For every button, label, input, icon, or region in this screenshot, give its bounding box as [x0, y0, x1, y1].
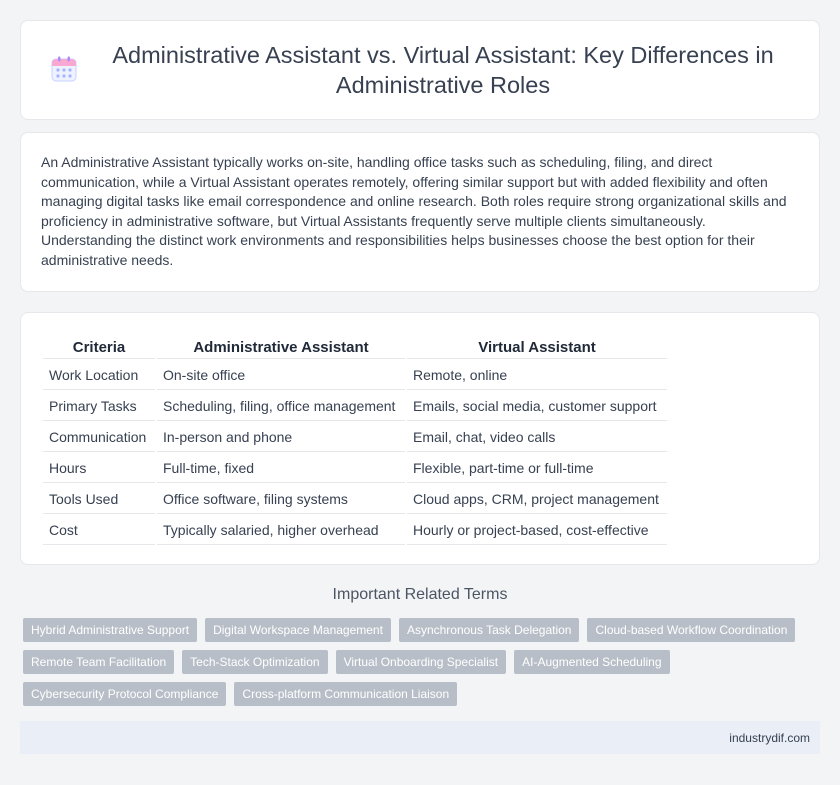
comparison-card — [20, 312, 820, 565]
intro-paragraph: An Administrative Assistant typically works on-site, handling office tasks such as scheduling, filing, and direct communication, while a Virtual Assistant operates remotely, offering similar support but with added flexibility and often managing digital tasks like email correspondence and online research. Both roles require strong organizational skills and proficiency in administrative software, but Virtual Assistants frequently serve multiple clients simultaneously. Understanding the distinct work environments and responsibilities helps businesses choose the best option for their administrative needs. — [41, 154, 787, 268]
admin-cell: Office software, filing systems — [157, 485, 405, 514]
admin-cell: Scheduling, filing, office management — [157, 392, 405, 421]
admin-cell: In-person and phone — [157, 423, 405, 452]
criteria-cell: Cost — [43, 516, 155, 545]
related-terms-list — [23, 618, 823, 714]
virtual-cell: Hourly or project-based, cost-effective — [407, 516, 667, 545]
related-term-tag[interactable]: Tech-Stack Optimization — [182, 650, 327, 674]
related-terms-title: Important Related Terms — [332, 586, 508, 603]
related-term-tag[interactable]: Hybrid Administrative Support — [23, 618, 197, 642]
related-term-tag[interactable]: Digital Workspace Management — [205, 618, 391, 642]
related-term-tag[interactable]: AI-Augmented Scheduling — [514, 650, 669, 674]
header-card — [20, 20, 820, 120]
criteria-cell: Tools Used — [43, 485, 155, 514]
virtual-cell: Emails, social media, customer support — [407, 392, 667, 421]
table-row — [43, 423, 667, 452]
criteria-cell: Work Location — [43, 361, 155, 390]
calendar-icon — [51, 56, 77, 82]
admin-cell: Full-time, fixed — [157, 454, 405, 483]
header — [21, 21, 819, 119]
criteria-cell: Hours — [43, 454, 155, 483]
table-row — [43, 516, 667, 545]
comparison-table — [41, 333, 669, 547]
related-term-tag[interactable]: Asynchronous Task Delegation — [399, 618, 580, 642]
page-title: Administrative Assistant vs. Virtual Assistant: Key Differences in Administrative Roles — [112, 42, 774, 98]
column-header-virtual: Virtual Assistant — [407, 335, 667, 359]
table-header-row — [43, 335, 667, 359]
table-row — [43, 454, 667, 483]
table-row — [43, 392, 667, 421]
column-header-criteria: Criteria — [43, 335, 155, 359]
related-term-tag[interactable]: Cloud-based Workflow Coordination — [587, 618, 795, 642]
virtual-cell: Cloud apps, CRM, project management — [407, 485, 667, 514]
table-row — [43, 485, 667, 514]
related-term-tag[interactable]: Cybersecurity Protocol Compliance — [23, 682, 226, 706]
table-row — [43, 361, 667, 390]
virtual-cell: Remote, online — [407, 361, 667, 390]
admin-cell: On-site office — [157, 361, 405, 390]
column-header-administrative: Administrative Assistant — [157, 335, 405, 359]
related-term-tag[interactable]: Remote Team Facilitation — [23, 650, 174, 674]
related-term-tag[interactable]: Cross-platform Communication Liaison — [234, 682, 457, 706]
virtual-cell: Email, chat, video calls — [407, 423, 667, 452]
footer-site-link[interactable]: industrydif.com — [729, 730, 810, 745]
related-term-tag[interactable]: Virtual Onboarding Specialist — [336, 650, 507, 674]
criteria-cell: Primary Tasks — [43, 392, 155, 421]
intro-card — [20, 132, 820, 292]
footer — [20, 721, 820, 754]
admin-cell: Typically salaried, higher overhead — [157, 516, 405, 545]
criteria-cell: Communication — [43, 423, 155, 452]
virtual-cell: Flexible, part-time or full-time — [407, 454, 667, 483]
